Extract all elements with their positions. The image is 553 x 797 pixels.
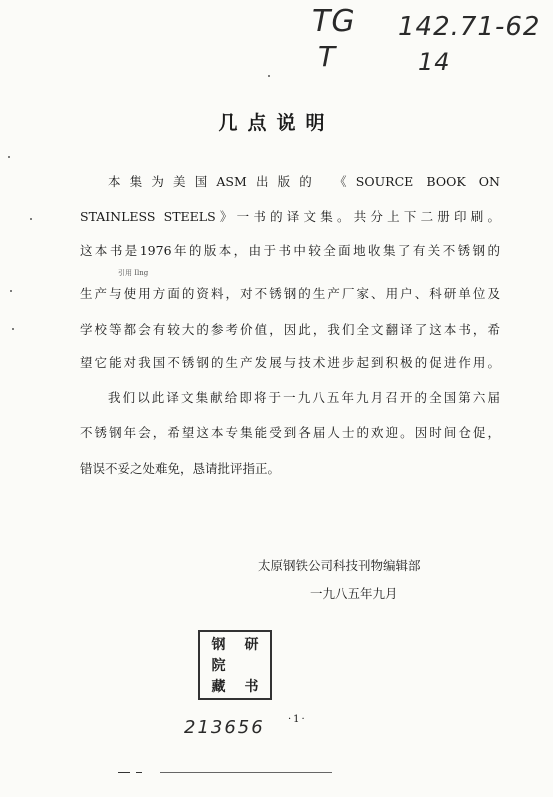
page-number: ·1· <box>288 714 307 725</box>
scan-dot <box>8 156 10 158</box>
signature-org: 太原钢铁公司科技刊物编辑部 <box>258 558 421 573</box>
text-line: 生产与使用方面的资料，对不锈钢的生产厂家、用户、科研单位及 <box>80 286 500 301</box>
scan-line <box>160 772 332 773</box>
scan-dot <box>30 218 32 220</box>
text-line: 不锈钢年会，希望这本专集能受到各届人士的欢迎。因时间仓促， <box>80 425 500 440</box>
scan-dot <box>12 328 14 330</box>
call-number-2b: 14 <box>418 48 451 76</box>
text-line: 这本书是1976年的版本，由于书中较全面地收集了有关不锈钢的 <box>80 243 500 258</box>
text-line: STAINLESS STEELS》一书的译文集。共分上下二册印刷。 <box>80 209 500 224</box>
text-line: 错误不妥之处难免，恳请批评指正。 <box>80 461 281 476</box>
stamp-char: 院 <box>211 657 226 674</box>
scan-dot <box>10 290 12 292</box>
call-number-1b: 142.71-62 <box>398 12 541 42</box>
signature-date: 一九八五年九月 <box>310 586 398 601</box>
stamp-char: 书 <box>244 678 259 695</box>
stamp-char: 钢 <box>211 637 226 654</box>
accession-number: 213656 <box>184 717 265 738</box>
scan-line <box>136 772 142 773</box>
stamp-char: 研 <box>244 637 259 654</box>
text-line: 学校等都会有较大的参考价值，因此，我们全文翻译了这本书，希 <box>80 322 500 337</box>
stamp-char: 藏 <box>211 678 226 695</box>
margin-note: 引用 Ilng <box>118 269 149 277</box>
page-title: 几点说明 <box>218 112 335 134</box>
text-line: 望它能对我国不锈钢的生产发展与技术进步起到积极的促进作用。 <box>80 355 500 370</box>
text-line: 本集为美国ASM出版的 《SOURCE BOOK ON <box>108 174 500 189</box>
scan-dot <box>268 75 270 77</box>
call-number-1a: TG <box>312 4 356 39</box>
stamp-char <box>235 655 268 676</box>
scan-line <box>118 772 130 773</box>
library-stamp <box>198 630 272 700</box>
call-number-2a: T <box>318 40 337 73</box>
text-line: 我们以此译文集献给即将于一九八五年九月召开的全国第六届 <box>108 390 500 405</box>
